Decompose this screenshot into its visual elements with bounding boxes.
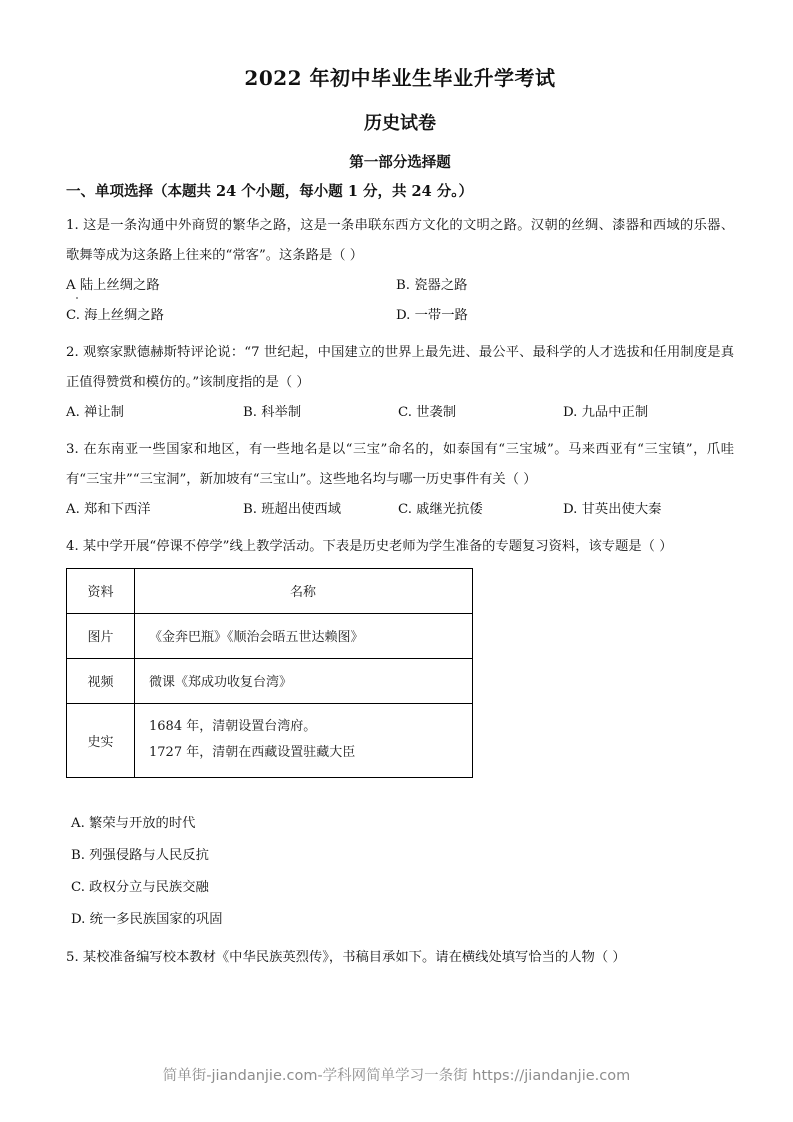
- table-cell-name: 《金奔巴瓶》《顺治会晤五世达赖图》: [135, 613, 473, 658]
- table-row: [67, 658, 473, 703]
- option-1-c[interactable]: C. 海上丝绸之路: [66, 307, 164, 323]
- option-1-b[interactable]: B. 瓷器之路: [396, 277, 468, 293]
- section-heading: 一、单项选择（本题共 24 个小题，每小题 1 分，共 24 分。）: [66, 182, 473, 200]
- question-stem-5: 5. 某校准备编写校本教材《中华民族英烈传》，书稿目承如下。请在横线处填写恰当的人物（ ）: [66, 949, 626, 965]
- option-4-a[interactable]: A. 繁荣与开放的时代: [71, 815, 196, 831]
- option-2-d[interactable]: D. 九品中正制: [563, 404, 649, 420]
- question-stem-1: 1. 这是一条沟通中外商贸的繁华之路，这是一条串联东西方文化的文明之路。汉朝的丝绸、漆器和西域的乐器、歌舞等成为这条路上往来的“常客”。这条路是（ ）: [66, 217, 734, 263]
- option-4-b[interactable]: B. 列强侵路与人民反抗: [71, 847, 209, 863]
- table-row: [67, 703, 473, 777]
- table-cell-name: 微课《郑成功收复台湾》: [135, 658, 473, 703]
- table-row: [67, 613, 473, 658]
- review-materials-table: [66, 568, 473, 778]
- question-stem-4: 4. 某中学开展“停课不停学”线上教学活动。下表是历史老师为学生准备的专题复习资料，该专题是（ ）: [66, 538, 673, 554]
- table-header-kind: 资料: [67, 568, 135, 613]
- table-cell-kind: 视频: [67, 658, 135, 703]
- option-row-1b: [66, 301, 734, 331]
- part-title: 第一部分选择题: [349, 153, 451, 171]
- table-header-name: 名称: [135, 568, 473, 613]
- table-spacer: [66, 778, 734, 808]
- option-row-2: [66, 398, 734, 428]
- option-4-d[interactable]: D. 统一多民族国家的巩固: [71, 911, 223, 927]
- option-row-3: [66, 495, 734, 525]
- option-1-a[interactable]: A 陆上丝绸之路: [66, 277, 160, 293]
- page-subtitle: 历史试卷: [364, 113, 436, 134]
- option-3-b[interactable]: B. 班超出使西域: [243, 501, 342, 517]
- table-cell-kind: 图片: [67, 613, 135, 658]
- option-row-1a: [66, 271, 734, 301]
- option-stack-4: [66, 808, 734, 936]
- stray-speck: [76, 297, 78, 299]
- option-2-a[interactable]: A. 禅让制: [66, 404, 124, 420]
- table-cell-name-line: 1684 年，清朝设置台湾府。: [149, 719, 317, 735]
- footer-watermark: 简单街-jiandanjie.com-学科网简单学习一条街 https://jiandanjie.com: [162, 1068, 631, 1084]
- page-title: 2022 年初中毕业生毕业升学考试: [244, 66, 556, 90]
- question-stem-3: 3. 在东南亚一些国家和地区，有一些地名是以“三宝”命名的，如泰国有“三宝城”。马来西亚有“三宝镇”，爪哇有“三宝井”“三宝洞”，新加坡有“三宝山”。这些地名均与哪一历史事件有关（ ）: [66, 441, 734, 487]
- option-2-b[interactable]: B. 科举制: [243, 404, 302, 420]
- page-content: [66, 0, 734, 973]
- option-3-a[interactable]: A. 郑和下西洋: [66, 501, 151, 517]
- table-cell-kind: 史实: [67, 703, 135, 777]
- option-1-d[interactable]: D. 一带一路: [396, 307, 468, 323]
- option-2-c[interactable]: C. 世袭制: [398, 404, 457, 420]
- table-cell-name: [135, 703, 473, 777]
- table-header-row: [67, 568, 473, 613]
- option-3-d[interactable]: D. 甘英出使大秦: [563, 501, 662, 517]
- question-stem-2: 2. 观察家默德赫斯特评论说：“7 世纪起，中国建立的世界上最先进、最公平、最科学的人才选拔和任用制度是真正值得赞赏和模仿的。”该制度指的是（ ）: [66, 344, 734, 390]
- option-3-c[interactable]: C. 戚继光抗倭: [398, 501, 483, 517]
- table-cell-name-line: 1727 年，清朝在西藏设置驻藏大臣: [149, 745, 356, 761]
- option-4-c[interactable]: C. 政权分立与民族交融: [71, 879, 209, 895]
